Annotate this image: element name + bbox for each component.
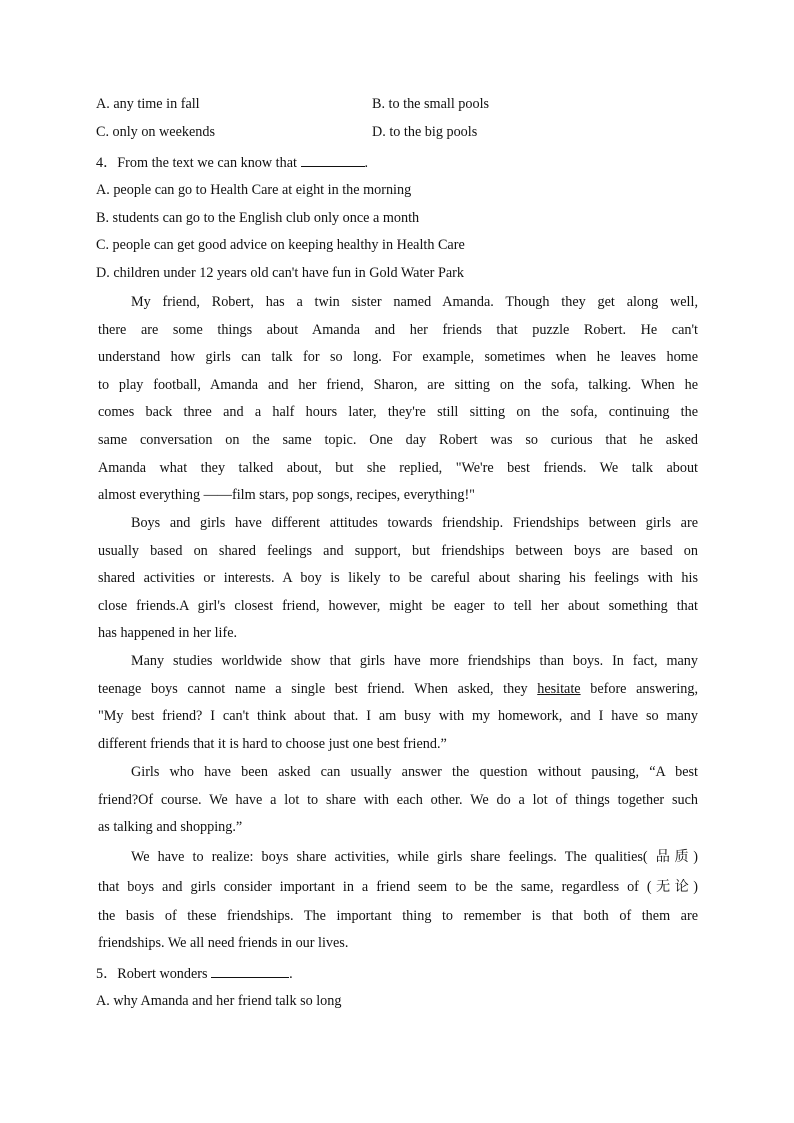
q3-option-a: A. any time in fall bbox=[96, 96, 200, 112]
paragraph-line: understand how girls can talk for so long. For example, sometimes when he leaves home bbox=[98, 349, 698, 366]
underlined-word-hesitate: hesitate bbox=[537, 680, 581, 697]
paragraph-line: shared activities or interests. A boy is likely to be careful about sharing his feelings with his bbox=[98, 570, 698, 587]
paragraph-line: that boys and girls consider important in a friend seem to be the same, regardless of (无论) bbox=[98, 879, 698, 895]
paragraph-line: to play football, Amanda and her friend, Sharon, are sitting on the sofa, talking. When he bbox=[98, 376, 698, 393]
paragraph-line: different friends that it is hard to choose just one best friend.” bbox=[98, 735, 447, 752]
q4-option-d: D. children under 12 years old can't have fun in Gold Water Park bbox=[96, 265, 464, 281]
passage-paragraph-3 bbox=[98, 648, 698, 758]
passage-paragraph-1 bbox=[98, 289, 698, 510]
paragraph-line: Boys and girls have different attitudes towards friendship. Friendships between girls are bbox=[131, 515, 698, 531]
paragraph-line: comes back three and a half hours later, they're still sitting on the sofa, continuing the bbox=[98, 404, 698, 421]
q4-answer-blank[interactable] bbox=[301, 154, 365, 167]
paragraph-line: close friends.A girl's closest friend, however, might be eager to tell her about something that bbox=[98, 597, 698, 614]
q5-answer-blank[interactable] bbox=[211, 965, 289, 978]
paragraph-line: Girls who have been asked can usually answer the question without pausing, “A best bbox=[131, 764, 698, 780]
q4-option-c: C. people can get good advice on keeping healthy in Health Care bbox=[96, 237, 465, 253]
paragraph-line: as talking and shopping.” bbox=[98, 819, 243, 836]
paragraph-line: same conversation on the same topic. One day Robert was so curious that he asked bbox=[98, 431, 698, 448]
q5-stem: 5．Robert wonders bbox=[96, 966, 208, 982]
paragraph-line: My friend, Robert, has a twin sister named Amanda. Though they get along well, bbox=[131, 294, 698, 310]
q4-stem-end: . bbox=[364, 155, 369, 171]
q4-option-b: B. students can go to the English club only once a month bbox=[96, 210, 420, 226]
q5-stem-end: . bbox=[289, 966, 293, 982]
q3-option-b: B. to the small pools bbox=[372, 96, 490, 112]
q5-option-a: A. why Amanda and her friend talk so long bbox=[96, 993, 342, 1009]
paragraph-line bbox=[98, 676, 698, 704]
q4-option-a: A. people can go to Health Care at eight in the morning bbox=[96, 182, 412, 198]
paragraph-line: usually based on shared feelings and support, but friendships between boys are based on bbox=[98, 542, 698, 559]
paragraph-line: "My best friend? I can't think about that. I am busy with my homework, and I have so many bbox=[98, 708, 698, 725]
q4-stem-line bbox=[96, 152, 368, 172]
paragraph-line: We have to realize: boys share activities, while girls share feelings. The qualities( 品质) bbox=[131, 849, 698, 865]
passage-paragraph-4 bbox=[98, 759, 698, 842]
line-text: teenage boys cannot name a single best friend. When asked, they bbox=[98, 680, 538, 697]
q5-stem-line bbox=[96, 963, 293, 983]
passage-paragraph-5 bbox=[98, 842, 698, 958]
line-text: before answering, bbox=[580, 680, 698, 697]
paragraph-line: Amanda what they talked about, but she replied, "We're best friends. We talk about bbox=[98, 459, 698, 476]
paragraph-line: there are some things about Amanda and her friends that puzzle Robert. He can't bbox=[98, 321, 698, 338]
q3-option-c: C. only on weekends bbox=[96, 124, 216, 140]
paragraph-line: friend?Of course. We have a lot to share with each other. We do a lot of things together such bbox=[98, 791, 698, 808]
passage-paragraph-2 bbox=[98, 510, 698, 648]
q3-option-d: D. to the big pools bbox=[372, 124, 478, 140]
paragraph-line: has happened in her life. bbox=[98, 625, 238, 642]
paragraph-line: almost everything ——film stars, pop songs, recipes, everything!" bbox=[98, 487, 475, 504]
paragraph-line: friendships. We all need friends in our lives. bbox=[98, 935, 349, 951]
paragraph-line: the basis of these friendships. The important thing to remember is that both of them are bbox=[98, 908, 698, 924]
q4-stem: 4．From the text we can know that bbox=[96, 155, 297, 171]
paragraph-line: Many studies worldwide show that girls have more friendships than boys. In fact, many bbox=[131, 653, 698, 669]
